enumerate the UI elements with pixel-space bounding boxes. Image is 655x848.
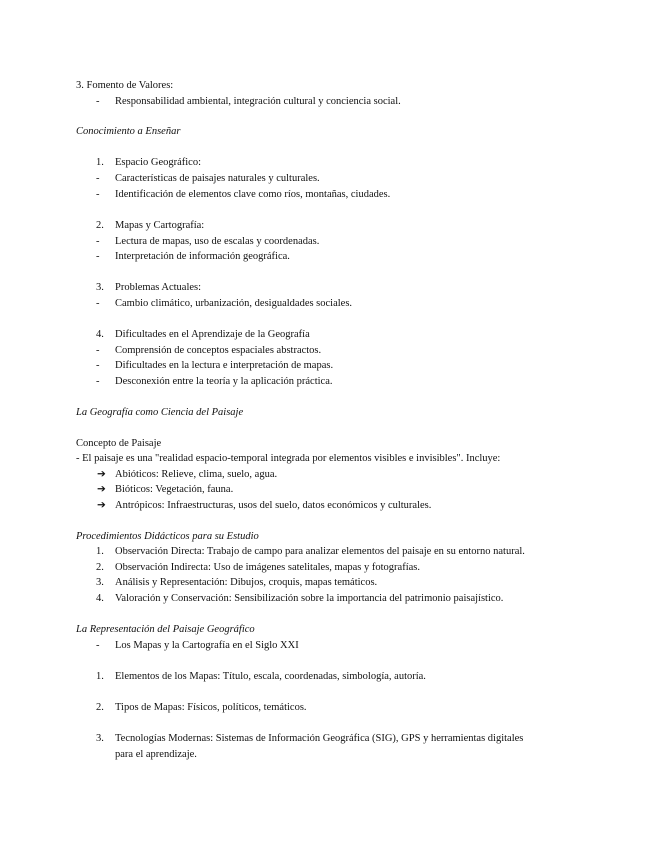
group-number: 4.	[96, 329, 104, 340]
dash-bullet: -	[96, 173, 100, 184]
procedimientos-title: Procedimientos Didácticos para su Estudio	[76, 531, 259, 542]
group-number: 2.	[96, 220, 104, 231]
list-item: Cambio climático, urbanización, desigualdades sociales.	[115, 298, 353, 309]
group-title: Mapas y Cartografía:	[115, 220, 205, 231]
list-item-continuation: para el aprendizaje.	[115, 749, 197, 760]
valores-item: Responsabilidad ambiental, integración cultural y conciencia social.	[115, 96, 401, 107]
list-item: Análisis y Representación: Dibujos, croquis, mapas temáticos.	[115, 577, 378, 588]
list-item: Tipos de Mapas: Físicos, políticos, temáticos.	[115, 702, 307, 713]
arrow-icon: ➔	[97, 500, 106, 511]
list-item: Lectura de mapas, uso de escalas y coordenadas.	[115, 236, 320, 247]
item-number: 1.	[96, 671, 104, 682]
item-number: 4.	[96, 593, 104, 604]
paisaje-definition: - El paisaje es una "realidad espacio-temporal integrada por elementos visibles e invisibles". Incluye:	[76, 453, 501, 464]
item-number: 3.	[96, 733, 104, 744]
dash-bullet: -	[96, 298, 100, 309]
list-item: Antrópicos: Infraestructuras, usos del suelo, datos económicos y culturales.	[115, 500, 432, 511]
list-item: Dificultades en la lectura e interpretación de mapas.	[115, 360, 334, 371]
group-title: Espacio Geográfico:	[115, 157, 202, 168]
representacion-title: La Representación del Paisaje Geográfico	[76, 624, 255, 635]
group-title: Problemas Actuales:	[115, 282, 202, 293]
item-number: 3.	[96, 577, 104, 588]
list-item: Observación Indirecta: Uso de imágenes satelitales, mapas y fotografías.	[115, 562, 420, 573]
list-item: Los Mapas y la Cartografía en el Siglo XXI	[115, 640, 299, 651]
list-item: Elementos de los Mapas: Título, escala, coordenadas, simbología, autoría.	[115, 671, 426, 682]
group-number: 3.	[96, 282, 104, 293]
conocimiento-title: Conocimiento a Enseñar	[76, 126, 181, 137]
item-number: 2.	[96, 562, 104, 573]
arrow-icon: ➔	[97, 484, 106, 495]
dash-bullet: -	[96, 251, 100, 262]
group-number: 1.	[96, 157, 104, 168]
item-number: 1.	[96, 546, 104, 557]
list-item: Interpretación de información geográfica.	[115, 251, 290, 262]
list-item: Abióticos: Relieve, clima, suelo, agua.	[115, 469, 278, 480]
dash-bullet: -	[96, 360, 100, 371]
list-item: Características de paisajes naturales y culturales.	[115, 173, 320, 184]
dash-bullet: -	[96, 640, 100, 651]
list-item: Identificación de elementos clave como ríos, montañas, ciudades.	[115, 189, 391, 200]
dash-bullet: -	[96, 236, 100, 247]
dash-bullet: -	[96, 345, 100, 356]
list-item: Desconexión entre la teoría y la aplicación práctica.	[115, 376, 333, 387]
list-item: Observación Directa: Trabajo de campo para analizar elementos del paisaje en su entorno natural.	[115, 546, 525, 557]
dash-bullet: -	[96, 189, 100, 200]
dash-bullet: -	[96, 376, 100, 387]
arrow-icon: ➔	[97, 469, 106, 480]
paisaje-subtitle: Concepto de Paisaje	[76, 438, 162, 449]
list-item: Bióticos: Vegetación, fauna.	[115, 484, 234, 495]
group-title: Dificultades en el Aprendizaje de la Geografía	[115, 329, 310, 340]
paisaje-title: La Geografía como Ciencia del Paisaje	[76, 407, 244, 418]
list-item: Comprensión de conceptos espaciales abstractos.	[115, 345, 322, 356]
item-number: 2.	[96, 702, 104, 713]
list-item: Tecnologías Modernas: Sistemas de Información Geográfica (SIG), GPS y herramientas digitales	[115, 733, 524, 744]
dash-bullet: -	[96, 96, 100, 107]
valores-heading: 3. Fomento de Valores:	[76, 80, 174, 91]
list-item: Valoración y Conservación: Sensibilización sobre la importancia del patrimonio paisajístico.	[115, 593, 504, 604]
